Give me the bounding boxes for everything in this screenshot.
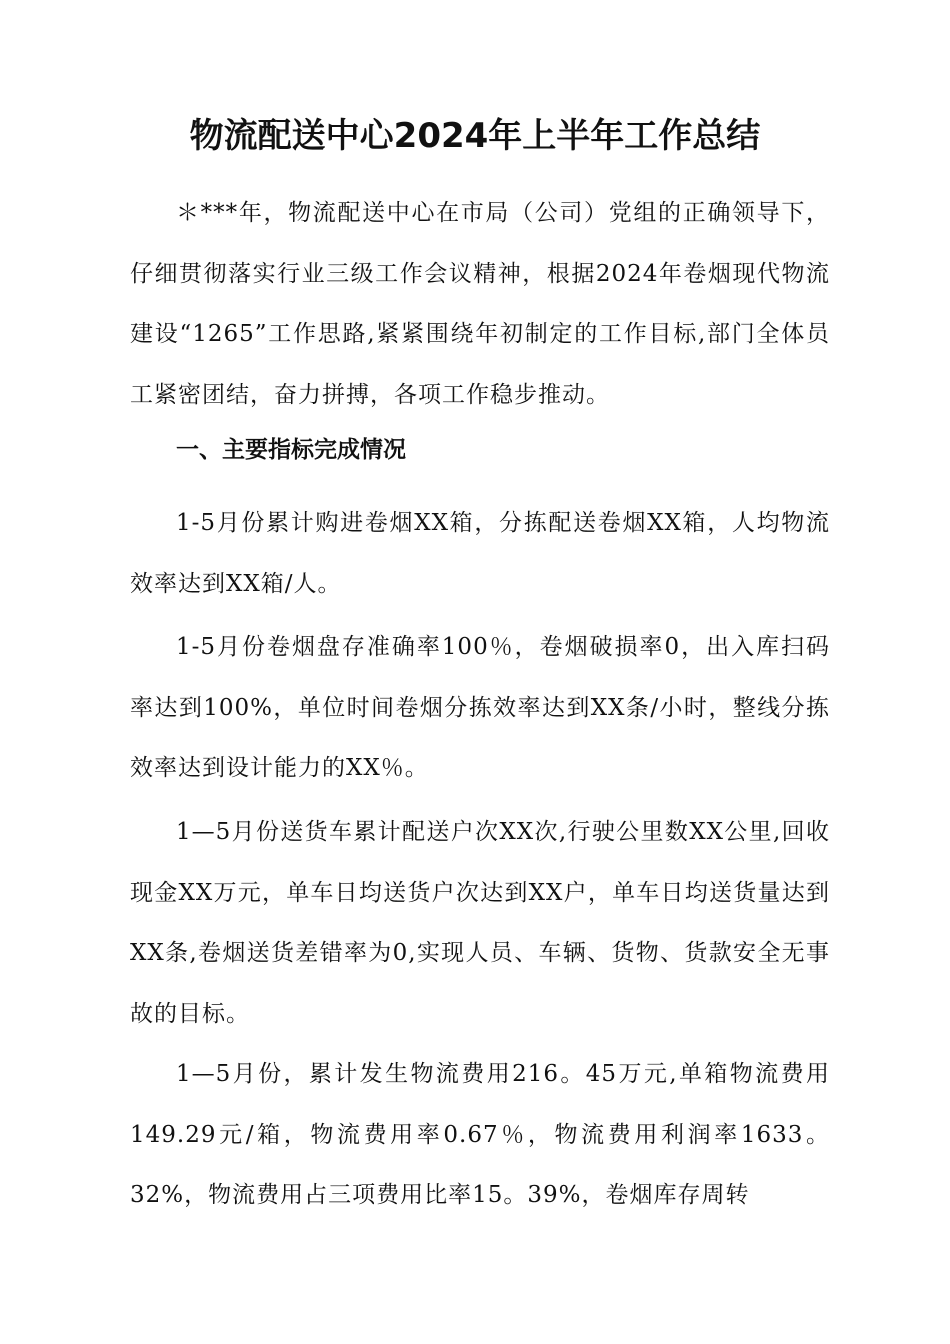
delivery-paragraph: 1—5月份送货车累计配送户次XX次,行驶公里数XX公里,回收现金XX万元，单车日均送货户次达到XX户，单车日均送货量达到XX条,卷烟送货差错率为0,实现人员、车辆、货物、货款安全无事故的目标。 [130,819,830,1027]
purchase-paragraph: 1-5月份累计购进卷烟XX箱，分拣配送卷烟XX箱，人均物流效率达到XX箱/人。 [130,510,830,597]
document-title: 物流配送中心2024年上半年工作总结 [189,116,761,156]
section-heading-main-indicators: 一、主要指标完成情况 [176,437,406,463]
cost-paragraph: 1—5月份，累计发生物流费用216。45万元,单箱物流费用149.29元/箱，物流费用率0.67％，物流费用利润率1633。32%，物流费用占三项费用比率15。39%，卷烟库存周转 [130,1061,830,1208]
intro-paragraph: ＊***年，物流配送中心在市局（公司）党组的正确领导下，仔细贯彻落实行业三级工作会议精神，根据2024年卷烟现代物流建设“1265”工作思路,紧紧围绕年初制定的工作目标,部门全体员工紧密团结，奋力拼搏，各项工作稳步推动。 [130,200,830,408]
inventory-paragraph: 1-5月份卷烟盘存准确率100％，卷烟破损率0，出入库扫码率达到100%，单位时间卷烟分拣效率达到XX条/小时，整线分拣效率达到设计能力的XX％。 [130,634,830,781]
